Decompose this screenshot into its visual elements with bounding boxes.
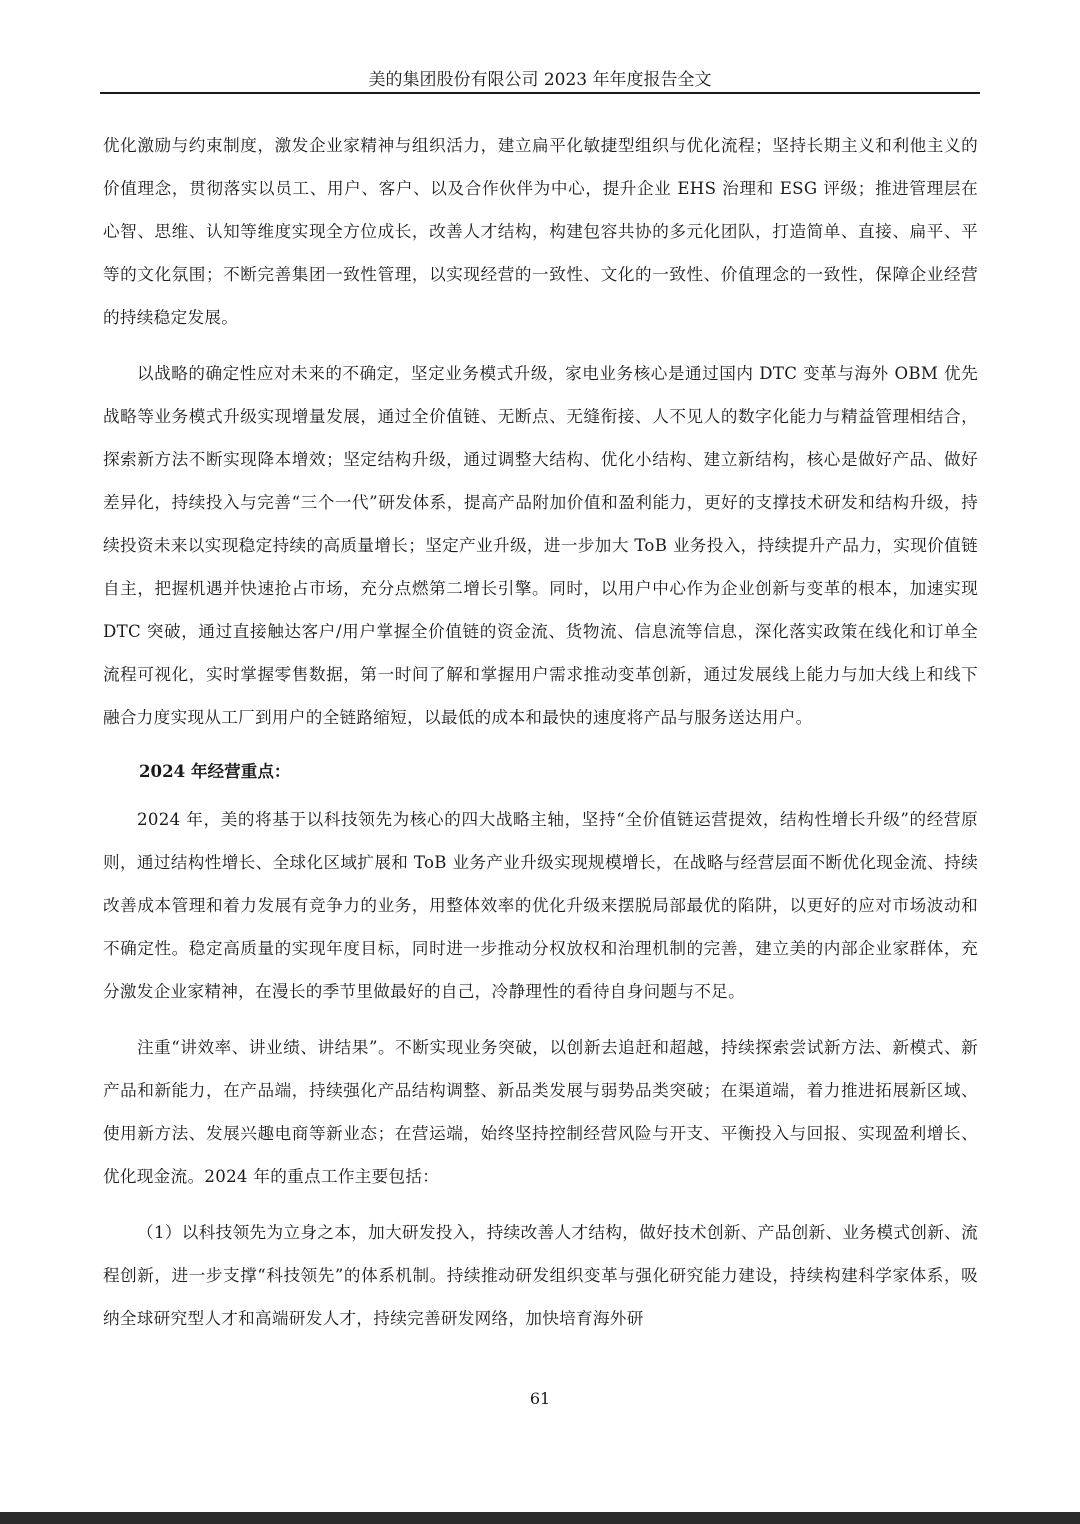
section-heading: 2024 年经营重点： <box>139 761 291 781</box>
body-paragraph: 以战略的确定性应对未来的不确定，坚定业务模式升级，家电业务核心是通过国内 DTC 变革与海外 OBM 优先战略等业务模式升级实现增量发展，通过全价值链、无断点、无缝衔接、人不见人的数字化能力与精益管理相结合，探索新方法不断实现降本增效；坚定结构升级，通过调整大结构、优化小结构、建立新结构，核心是做好产品、做好差异化，持续投入与完善“三个一代”研发体系，提高产品附加价值和盈利能力，更好的支撑技术研发和结构升级，持续投资未来以实现稳定持续的高质量增长；坚定产业升级，进一步加大 ToB 业务投入，持续提升产品力，实现价值链自主，把握机遇并快速抢占市场，充分点燃第二增长引擎。同时，以用户中心作为企业创新与变革的根本，加速实现 DTC 突破，通过直接触达客户/用户掌握全价值链的资金流、货物流、信息流等信息，深化落实政策在线化和订单全流程可视化，实时掌握零售数据，第一时间了解和掌握用户需求推动变革创新，通过发展线上能力与加大线上和线下融合力度实现从工厂到用户的全链路缩短，以最低的成本和最快的速度将产品与服务送达用户。 <box>103 364 978 727</box>
body-paragraph: 2024 年，美的将基于以科技领先为核心的四大战略主轴，坚持“全价值链运营提效，结构性增长升级”的经营原则，通过结构性增长、全球化区域扩展和 ToB 业务产业升级实现规模增长，在战略与经营层面不断优化现金流、持续改善成本管理和着力发展有竞争力的业务，用整体效率的优化升级来摆脱局部最优的陷阱，以更好的应对市场波动和不确定性。稳定高质量的实现年度目标，同时进一步推动分权放权和治理机制的完善，建立美的内部企业家群体，充分激发企业家精神，在漫长的季节里做最好的自己，冷静理性的看待自身问题与不足。 <box>103 810 978 1001</box>
body-paragraph: （1）以科技领先为立身之本，加大研发投入，持续改善人才结构，做好技术创新、产品创新、业务模式创新、流程创新，进一步支撑“科技领先”的体系机制。持续推动研发组织变革与强化研究能力建设，持续构建科学家体系，吸纳全球研究型人才和高端研发人才，持续完善研发网络，加快培育海外研 <box>103 1223 978 1328</box>
page-header-title: 美的集团股份有限公司 2023 年年度报告全文 <box>368 70 712 90</box>
document-body <box>103 124 978 1353</box>
page-number: 61 <box>529 1389 551 1408</box>
header-divider <box>100 92 980 94</box>
body-paragraph: 优化激励与约束制度，激发企业家精神与组织活力，建立扁平化敏捷型组织与优化流程；坚持长期主义和利他主义的价值理念，贯彻落实以员工、用户、客户、以及合作伙伴为中心，提升企业 EHS 治理和 ESG 评级；推进管理层在心智、思维、认知等维度实现全方位成长，改善人才结构，构建包容共协的多元化团队，打造简单、直接、扁平、平等的文化氛围；不断完善集团一致性管理，以实现经营的一致性、文化的一致性、价值理念的一致性，保障企业经营的持续稳定发展。 <box>103 136 978 327</box>
body-paragraph: 注重“讲效率、讲业绩、讲结果”。不断实现业务突破，以创新去追赶和超越，持续探索尝试新方法、新模式、新产品和新能力，在产品端，持续强化产品结构调整、新品类发展与弱势品类突破；在渠道端，着力推进拓展新区域、使用新方法、发展兴趣电商等新业态；在营运端，始终坚持控制经营风险与开支、平衡投入与回报、实现盈利增长、优化现金流。2024 年的重点工作主要包括： <box>103 1038 978 1186</box>
page-bottom-edge <box>0 1512 1080 1524</box>
